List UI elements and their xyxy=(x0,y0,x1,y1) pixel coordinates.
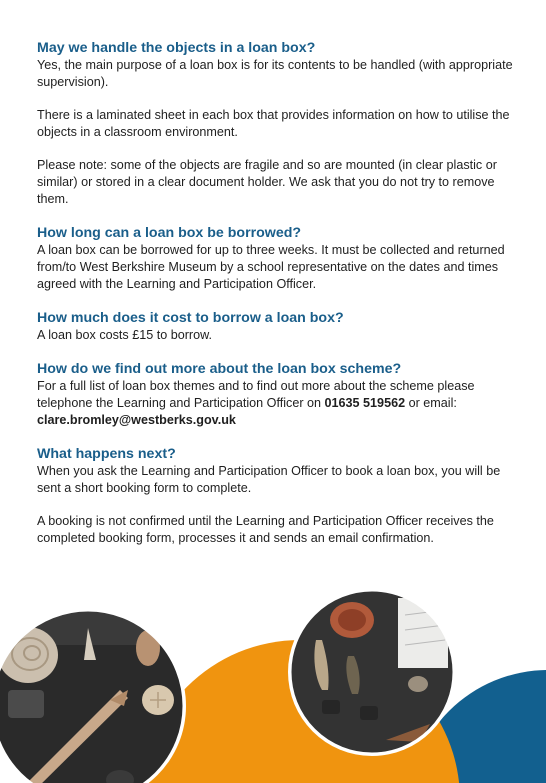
paragraph: A loan box can be borrowed for up to three weeks. It must be collected and returned from/to West Berkshire Museum by a school representative on the dates and times agreed with the Learning and Participation Officer. xyxy=(37,243,505,291)
paragraph: Yes, the main purpose of a loan box is for its contents to be handled (with appropriate supervision). xyxy=(37,58,513,89)
contact-text-mid: or email: xyxy=(405,396,457,410)
paragraph: A booking is not confirmed until the Learning and Participation Officer receives the completed booking form, processes it and sends an email confirmation. xyxy=(37,514,494,545)
section-heading: How long can a loan box be borrowed? xyxy=(37,225,302,241)
paragraph: There is a laminated sheet in each box that provides information on how to utilise the objects in a classroom environment. xyxy=(37,108,510,139)
paragraph: A loan box costs £15 to borrow. xyxy=(37,328,213,342)
section-heading: How do we find out more about the loan box scheme? xyxy=(37,361,402,377)
section-what-next xyxy=(37,445,517,547)
section-heading: What happens next? xyxy=(37,446,176,462)
email-link[interactable]: clare.bromley@westberks.gov.uk xyxy=(37,413,236,427)
section-heading: How much does it cost to borrow a loan box? xyxy=(37,310,344,326)
paragraph: When you ask the Learning and Participation Officer to book a loan box, you will be sent a short booking form to complete. xyxy=(37,464,501,495)
section-heading: May we handle the objects in a loan box? xyxy=(37,40,316,56)
section-loan-duration xyxy=(37,224,517,293)
document-body xyxy=(37,39,517,563)
contact-paragraph xyxy=(37,378,517,429)
fossils-photo xyxy=(0,605,190,783)
paragraph: Please note: some of the objects are fragile and so are mounted (in clear plastic or similar) or stored in a clear document holder. We ask that you do not try to remove them. xyxy=(37,158,497,206)
phone-number[interactable]: 01635 519562 xyxy=(324,396,406,410)
section-cost xyxy=(37,309,517,344)
orange-circle-shape xyxy=(140,640,460,783)
blue-circle-shape xyxy=(408,670,546,783)
section-find-out-more xyxy=(37,360,517,429)
artefacts-photo xyxy=(288,588,458,758)
section-handle-objects xyxy=(37,39,517,208)
contact-text: For a full list of loan box themes and to find out more about the scheme please telephone the Learning and Participation Officer on xyxy=(37,379,475,410)
